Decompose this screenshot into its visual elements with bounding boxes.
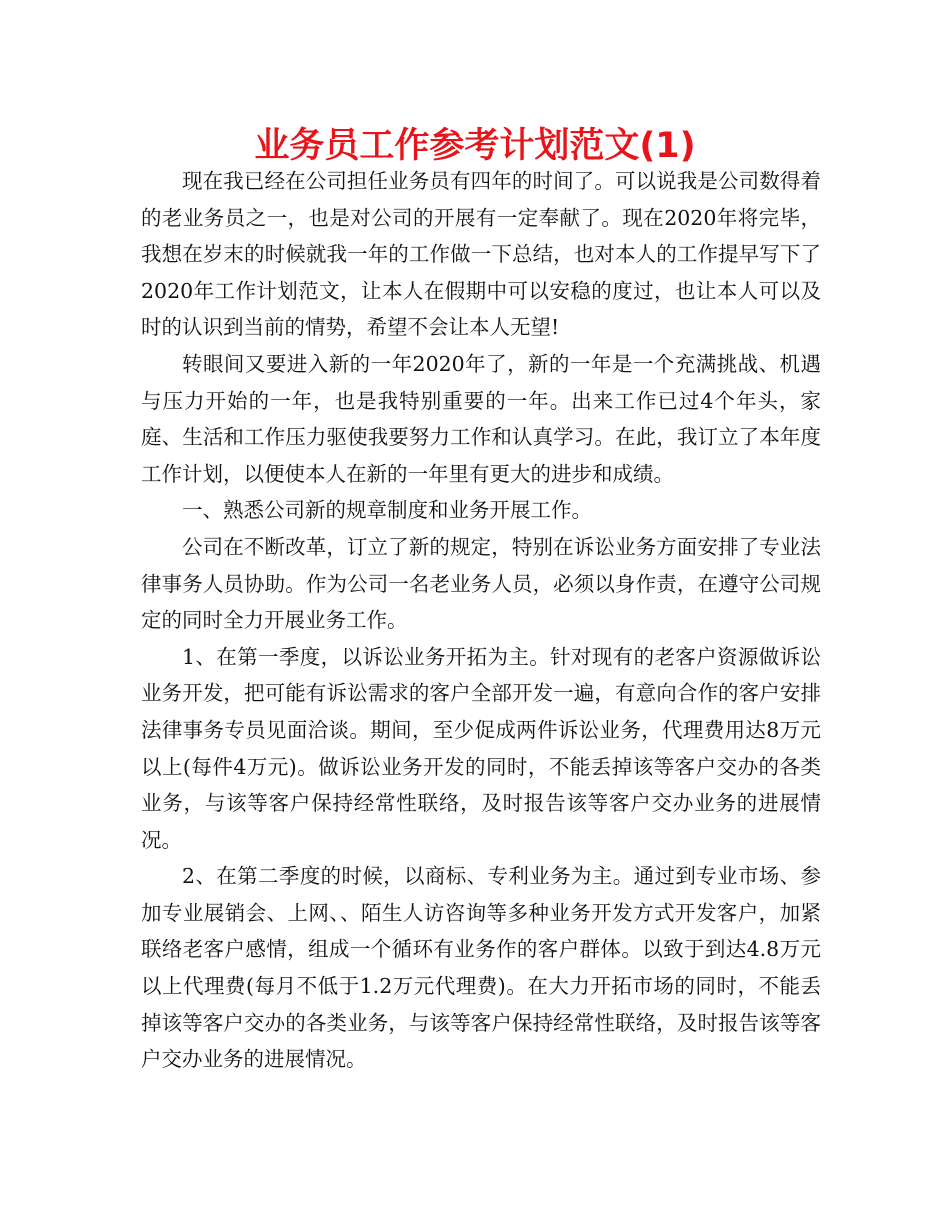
document-title: 业务员工作参考计划范文(1) (254, 126, 696, 166)
paragraph: 2、在第二季度的时候，以商标、专利业务为主。通过到专业市场、参加专业展销会、上网、、陌生人访咨询等多种业务开发方式开发客户，加紧联络老客户感情，组成一个循环有业务作的客户群体。以致于到达4.8万元以上代理费(每月不低于1.2万元代理费)。在大力开拓市场的同时，不能丢掉该等客户交办的各类业务，与该等客户保持经常性联络，及时报告该等客户交办业务的进展情况。 (141, 864, 821, 1072)
paragraph: 现在我已经在公司担任业务员有四年的时间了。可以说我是公司数得着的老业务员之一，也是对公司的开展有一定奉献了。现在2020年将完毕，我想在岁末的时候就我一年的工作做一下总结，也对本人的工作提早写下了2020年工作计划范文，让本人在假期中可以安稳的度过，也让本人可以及时的认识到当前的情势，希望不会让本人无望! (141, 169, 821, 340)
paragraph: 转眼间又要进入新的一年2020年了，新的一年是一个充满挑战、机遇与压力开始的一年，也是我特别重要的一年。出来工作已过4个年头，家庭、生活和工作压力驱使我要努力工作和认真学习。在此，我订立了本年度工作计划，以便使本人在新的一年里有更大的进步和成绩。 (141, 351, 821, 486)
section-heading: 一、熟悉公司新的规章制度和业务开展工作。 (182, 498, 592, 523)
paragraph: 公司在不断改革，订立了新的规定，特别在诉讼业务方面安排了专业法律事务人员协助。作为公司一名老业务人员，必须以身作责，在遵守公司规定的同时全力开展业务工作。 (141, 534, 821, 633)
document-body (141, 163, 821, 1078)
paragraph: 1、在第一季度，以诉讼业务开拓为主。针对现有的老客户资源做诉讼业务开发，把可能有诉讼需求的客户全部开发一遍，有意向合作的客户安排法律事务专员见面洽谈。期间，至少促成两件诉讼业务，代理费用达8万元以上(每件4万元)。做诉讼业务开发的同时，不能丢掉该等客户交办的各类业务，与该等客户保持经常性联络，及时报告该等客户交办业务的进展情况。 (141, 644, 821, 852)
